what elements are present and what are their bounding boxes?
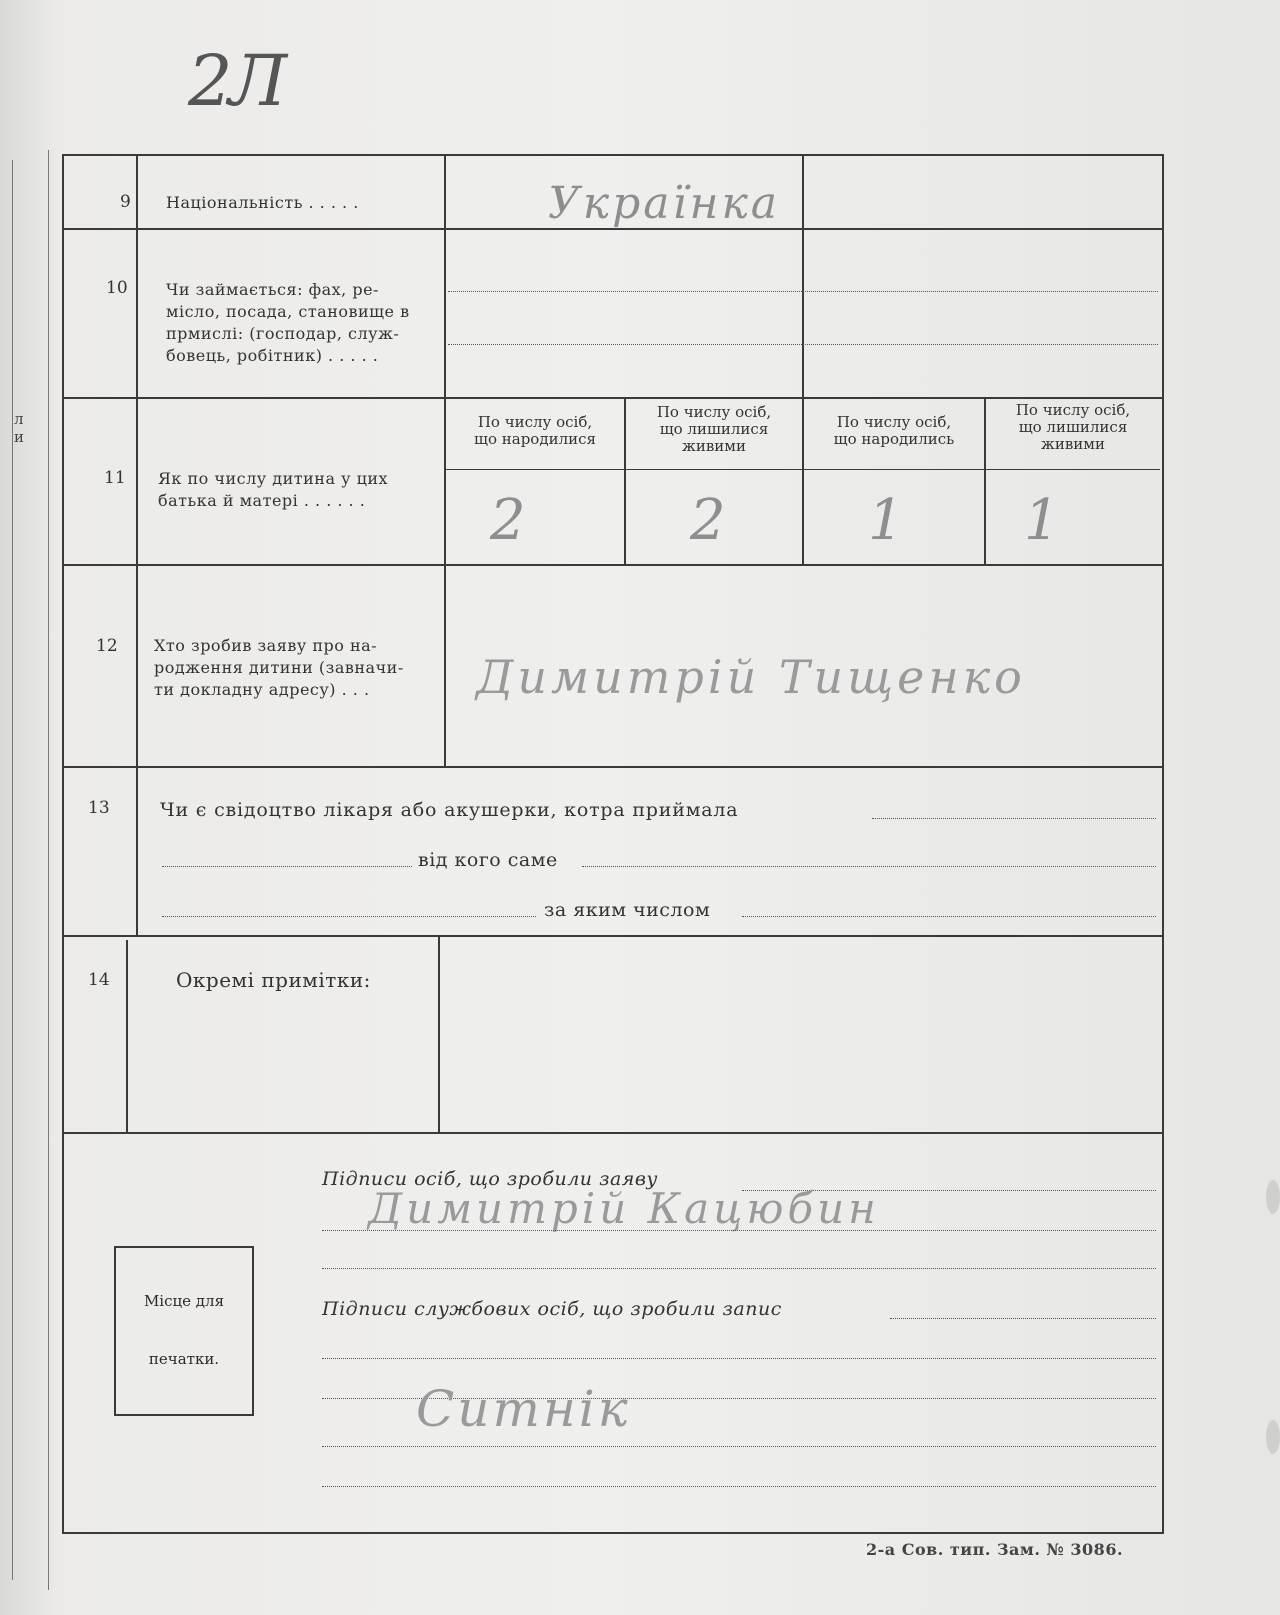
header-line: По числу осіб,	[836, 413, 952, 431]
applicant-signature: Димитрій Кацюбин	[368, 1184, 880, 1233]
row-label-applicant-2: родження дитини (завначи-	[154, 658, 404, 677]
margin-line-left	[12, 160, 13, 1580]
row-label-children-1: Як по числу дитина у цих	[158, 469, 389, 488]
officials-dotted-line-4	[322, 1446, 1156, 1447]
row-number-10: 10	[106, 278, 128, 298]
seal-place-label-1: Місце для	[143, 1292, 225, 1310]
officials-dotted-line-5	[322, 1486, 1156, 1487]
children-living-header-2	[986, 402, 1160, 453]
printer-footer: 2-а Сов. тип. Зам. № 3086.	[866, 1540, 1124, 1559]
header-line: По числу осіб,	[656, 403, 772, 421]
row-label-occupation-3: пpмислі: (господар, служ-	[166, 324, 400, 343]
certificate-dotted-line-5	[742, 916, 1156, 917]
margin-line-left-2	[48, 150, 49, 1590]
row-number-14: 14	[88, 970, 110, 990]
official-signature: Ситнік	[416, 1380, 631, 1438]
officials-dotted-line-2	[322, 1358, 1156, 1359]
header-line: що лишилися	[1018, 418, 1128, 436]
row10-dotted-line-2	[448, 344, 1158, 345]
certificate-dotted-line-2	[162, 866, 412, 867]
row10-dotted-line-1	[448, 291, 1158, 292]
number-column-divider-lower	[126, 940, 128, 1132]
row-number-9: 9	[120, 192, 131, 212]
header-line: живими	[682, 437, 746, 455]
label-column-divider-lower	[438, 937, 440, 1132]
row-label-children-2: батька й матері . . . . . .	[158, 491, 366, 510]
row-label-applicant-1: Хто зробив заяву про на-	[154, 636, 378, 655]
certificate-from-whom-label: від кого саме	[418, 849, 558, 871]
header-line: По числу осіб,	[477, 413, 593, 431]
children-born-value-2: 1	[868, 488, 904, 553]
certificate-dotted-line-1	[872, 818, 1156, 819]
nationality-value: Українка	[548, 178, 781, 229]
seal-place-box	[114, 1246, 254, 1416]
row-separator-14	[62, 1132, 1162, 1134]
row9-value-divider	[802, 156, 804, 228]
row-number-13: 13	[88, 798, 110, 818]
children-living-header-1	[626, 404, 802, 455]
children-born-value-1: 2	[490, 488, 526, 553]
header-line: По числу осіб,	[1015, 401, 1131, 419]
row-label-occupation-2: місло, посада, становище в	[166, 302, 410, 321]
certificate-question: Чи є свідоцтво лікаря або акушерки, котра приймала	[160, 799, 739, 821]
header-line: живими	[1041, 435, 1105, 453]
row10-value-divider	[802, 230, 804, 397]
seal-place-label-2: печатки.	[148, 1350, 220, 1368]
applicants-signature-label: Підписи осіб, що зробили заяву	[322, 1168, 658, 1190]
applicants-dotted-line-2	[322, 1230, 1156, 1231]
children-born-header-1	[446, 414, 624, 448]
row-number-12: 12	[96, 636, 118, 656]
number-column-divider	[136, 156, 138, 936]
row-label-occupation-1: Чи займається: фах, ре-	[166, 280, 379, 299]
binding-hole-1	[1266, 1180, 1280, 1214]
row-label-applicant-3: ти докладну адресу) . . .	[154, 680, 370, 699]
row-number-11: 11	[104, 468, 126, 488]
margin-stub-mark: л и	[14, 410, 24, 446]
row-separator-12	[62, 766, 1162, 768]
binding-hole-2	[1266, 1420, 1280, 1454]
header-line: що народилися	[474, 430, 596, 448]
applicants-dotted-line-3	[322, 1268, 1156, 1269]
certificate-date-label: за яким числом	[544, 899, 711, 921]
row-label-occupation-4: бовець, робітник) . . . . .	[166, 346, 379, 365]
archive-mark: 2Л	[188, 40, 283, 122]
officials-signature-label: Підписи службових осіб, що зробили запис	[322, 1298, 782, 1320]
children-living-value-1: 2	[690, 488, 726, 553]
certificate-dotted-line-4	[162, 916, 536, 917]
certificate-dotted-line-3	[582, 866, 1156, 867]
label-column-divider	[444, 156, 446, 766]
row-label-nationality: Національність . . . . .	[166, 193, 359, 212]
row-separator-13	[62, 935, 1162, 937]
applicant-value: Димитрій Тищенко	[476, 650, 1026, 704]
officials-dotted-line-1	[890, 1318, 1156, 1319]
notes-label: Окремі примітки:	[176, 968, 371, 992]
children-born-header-2	[804, 414, 984, 448]
row-separator-10	[62, 397, 1162, 399]
row-separator-11	[62, 564, 1162, 566]
header-line: що народились	[833, 430, 955, 448]
header-line: що лишилися	[659, 420, 769, 438]
children-living-value-2: 1	[1024, 488, 1060, 553]
